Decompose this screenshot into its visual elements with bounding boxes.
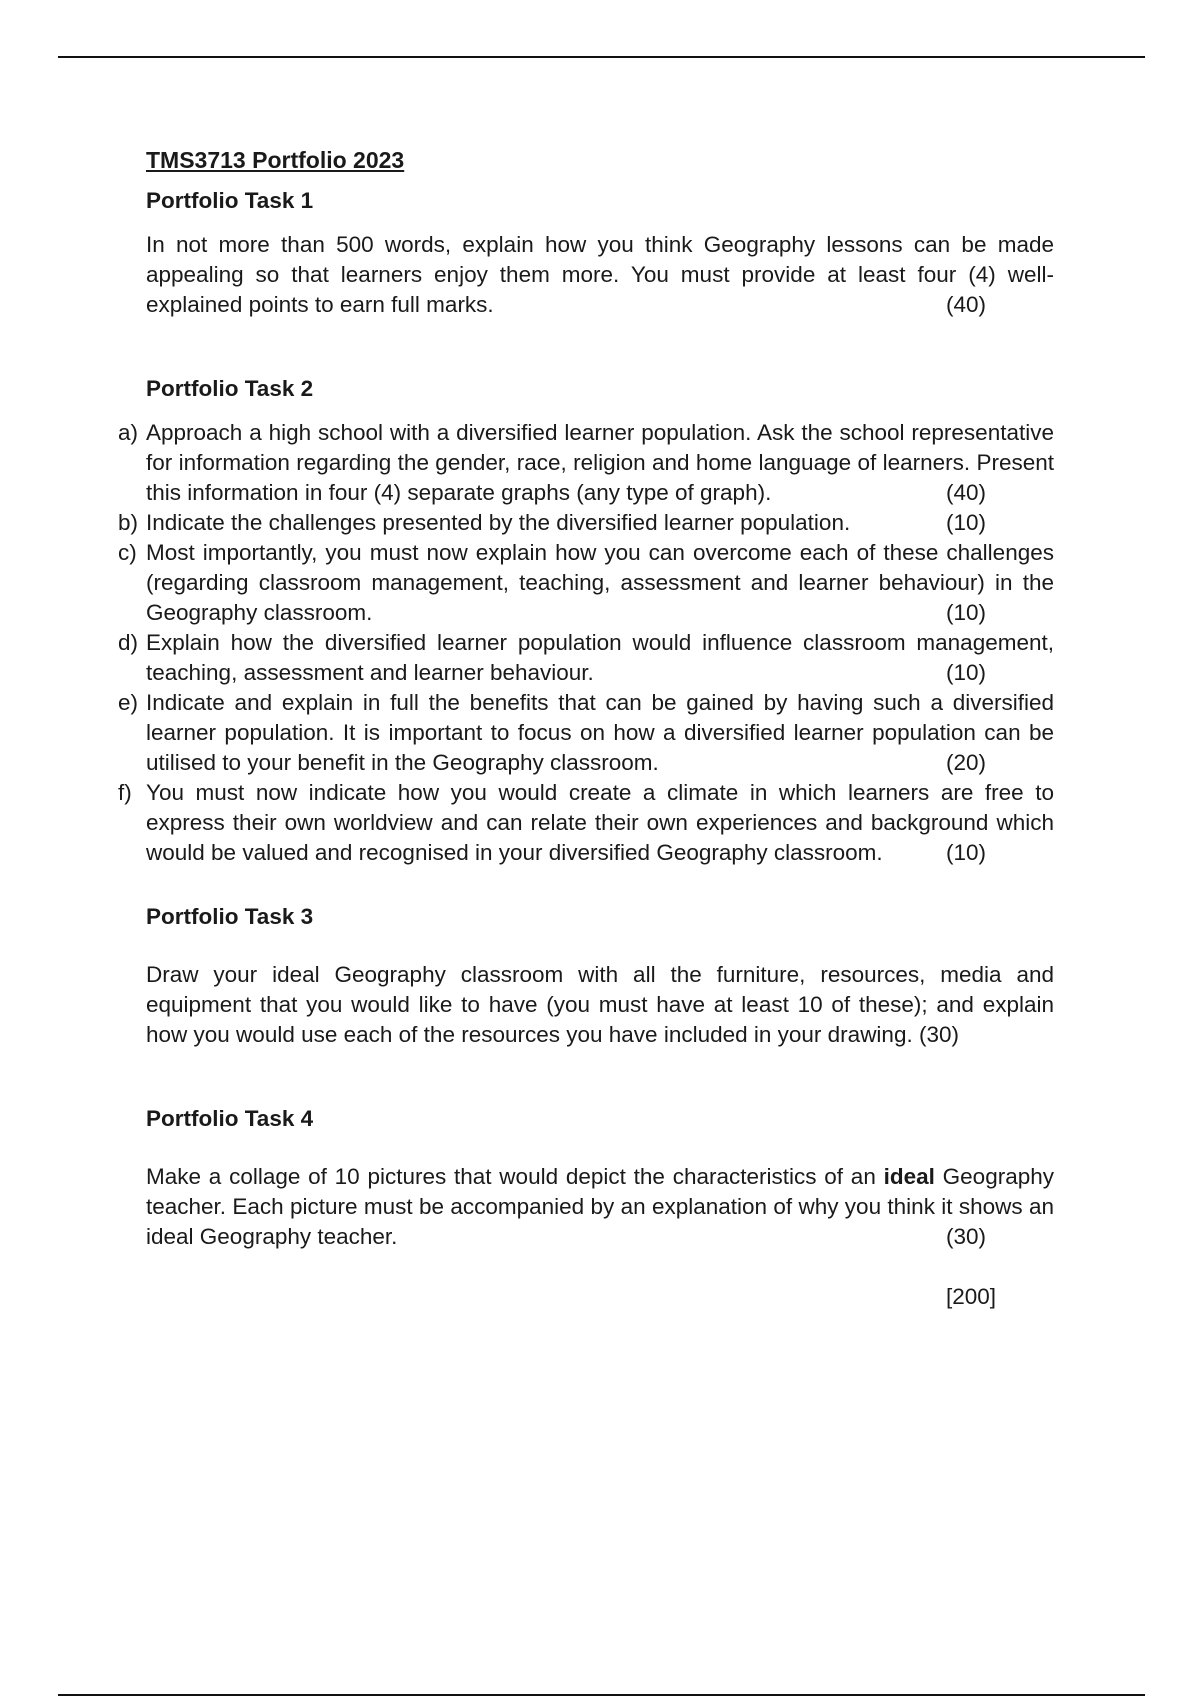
task-2-item-c	[118, 538, 1054, 628]
item-text: Explain how the diversified learner population would influence classroom management, teaching, assessment and learner behaviour.	[146, 630, 1054, 685]
document-title: TMS3713 Portfolio 2023	[146, 147, 405, 173]
task-2-item-d	[118, 628, 1054, 688]
task-2-items	[118, 418, 1054, 868]
item-label: d)	[118, 630, 139, 655]
task-3-heading: Portfolio Task 3	[146, 904, 314, 929]
task-1-text	[146, 230, 1054, 320]
item-label: c)	[118, 540, 137, 565]
item-mark: (10)	[945, 510, 986, 535]
task-4-body-after: Geography teacher. Each picture must be accompanied by an explanation of why you think it shows an ideal Geography teacher.	[146, 1164, 1054, 1249]
item-text: Most importantly, you must now explain how you can overcome each of these challenges (regarding classroom management, teaching, assessment and learner behaviour) in the Geography classroom.	[146, 540, 1054, 625]
task-3-mark: (30)	[918, 1022, 959, 1047]
item-label: f)	[118, 780, 132, 805]
task-3-text	[146, 960, 1054, 1050]
task-2-heading: Portfolio Task 2	[146, 376, 314, 401]
item-text: Indicate the challenges presented by the diversified learner population.	[146, 510, 851, 535]
item-label: e)	[118, 690, 139, 715]
item-mark: (40)	[945, 480, 986, 505]
item-mark: (10)	[945, 600, 986, 625]
task-1-heading: Portfolio Task 1	[146, 188, 314, 213]
item-mark: (10)	[945, 840, 986, 865]
item-mark: (20)	[945, 750, 986, 775]
task-2-item-f	[118, 778, 1054, 868]
top-rule	[58, 56, 1145, 58]
task-2-item-b	[118, 508, 1054, 538]
task-4-mark: (30)	[945, 1224, 986, 1249]
task-1	[146, 186, 1054, 320]
item-mark: (10)	[945, 660, 986, 685]
document-body	[118, 140, 1054, 1335]
task-4-text	[146, 1162, 1054, 1252]
bottom-rule	[58, 1694, 1145, 1696]
task-1-mark: (40)	[945, 292, 986, 317]
task-4-heading: Portfolio Task 4	[146, 1106, 314, 1131]
item-text: Approach a high school with a diversified learner population. Ask the school representative for information regarding the gender, race, religion and home language of learners. Present this information in four (4) separate graphs (any type of graph).	[146, 420, 1054, 505]
task-4-body-before: Make a collage of 10 pictures that would depict the characteristics of an	[146, 1164, 876, 1189]
item-text: You must now indicate how you would create a climate in which learners are free to express their own worldview and can relate their own experiences and background which would be valued and recognised in your diversified Geography classroom.	[146, 780, 1054, 865]
task-2-item-a	[118, 418, 1054, 508]
task-4	[146, 1104, 1054, 1252]
task-2	[118, 374, 1054, 868]
task-3	[146, 902, 1054, 1050]
task-2-item-e	[118, 688, 1054, 778]
task-4-emphasis: ideal	[883, 1164, 935, 1189]
task-1-body: In not more than 500 words, explain how you think Geography lessons can be made appealing so that learners enjoy them more. You must provide at least four (4) well-explained points to earn full marks.	[146, 232, 1054, 317]
task-3-body: Draw your ideal Geography classroom with all the furniture, resources, media and equipment that you would like to have (you must have at least 10 of these); and explain how you would use each of the resources you have included in your drawing.	[146, 962, 1054, 1047]
item-label: a)	[118, 420, 139, 445]
total-marks: [200]	[945, 1284, 996, 1309]
item-label: b)	[118, 510, 139, 535]
item-text: Indicate and explain in full the benefits that can be gained by having such a diversified learner population. It is important to focus on how a diversified learner population can be utilised to your benefit in the Geography classroom.	[146, 690, 1054, 775]
